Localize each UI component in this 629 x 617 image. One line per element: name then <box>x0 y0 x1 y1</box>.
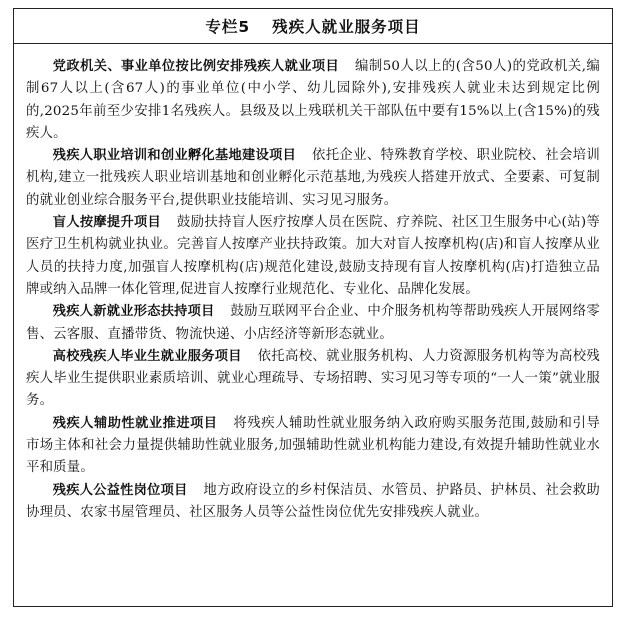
item-body: 编制50人以上的(含50人)的党政机关,编制67人以上(含67人)的事业单位(中小学、幼儿园除外),安排残疾人就业未达到规定比例的,2025年前至少安排1名残疾人。县级及以上残联机关干部队伍中要有15%以上(含15%)的残疾人。 <box>26 59 600 141</box>
feature-box <box>13 8 613 607</box>
item-body: 依托企业、特殊教育学校、职业院校、社会培训机构,建立一批残疾人职业培训基地和创业孵化示范基地,为残疾人搭建开放式、全要素、可复制的就业创业综合服务平台,提供职业技能培训、实习见习服务。 <box>26 148 600 208</box>
item-body: 地方政府设立的乡村保洁员、水管员、护路员、护林员、社会救助协理员、农家书屋管理员、社区服务人员等公益性岗位优先安排残疾人就业。 <box>26 482 600 520</box>
item-paragraph <box>26 56 600 145</box>
item-heading: 高校残疾人毕业生就业服务项目 <box>52 348 242 364</box>
item-paragraph <box>26 301 600 346</box>
item-body: 鼓励扶持盲人医疗按摩人员在医院、疗养院、社区卫生服务中心(站)等医疗卫生机构就业执业。完善盲人按摩产业扶持政策。加大对盲人按摩机构(店)和盲人按摩从业人员的扶持力度,加强盲人按摩机构(店)规范化建设,鼓励支持现有盲人按摩机构(店)打造独立品牌或纳入品牌一体化管理,促进盲人按摩行业规范化、专业化、品牌化发展。 <box>26 215 600 297</box>
item-body: 依托高校、就业服务机构、人力资源服务机构等为高校残疾人毕业生提供职业素质培训、就业心理疏导、专场招聘、实习见习等专项的“一人一策”就业服务。 <box>26 348 600 409</box>
box-title-bar <box>14 9 612 44</box>
box-title: 残疾人就业服务项目 <box>272 18 421 36</box>
item-heading: 残疾人职业培训和创业孵化基地建设项目 <box>52 148 297 164</box>
item-heading: 盲人按摩提升项目 <box>52 215 162 231</box>
box-number: 专栏5 <box>205 18 251 36</box>
item-paragraph <box>26 212 600 301</box>
item-body: 鼓励互联网平台企业、中介服务机构等帮助残疾人开展网络零售、云客服、直播带货、物流快递、小店经济等新形态就业。 <box>26 304 600 342</box>
item-body: 将残疾人辅助性就业服务纳入政府购买服务范围,鼓励和引导市场主体和社会力量提供辅助性就业服务,加强辅助性就业机构能力建设,有效提升辅助性就业水平和质量。 <box>26 415 601 476</box>
item-paragraph <box>26 413 600 480</box>
item-paragraph <box>26 480 600 525</box>
box-content <box>14 44 612 524</box>
item-heading: 残疾人新就业形态扶持项目 <box>52 304 215 320</box>
item-heading: 残疾人辅助性就业推进项目 <box>52 415 218 431</box>
item-paragraph <box>26 346 600 413</box>
item-paragraph <box>26 145 600 212</box>
item-heading: 残疾人公益性岗位项目 <box>52 482 188 498</box>
item-heading: 党政机关、事业单位按比例安排残疾人就业项目 <box>52 59 340 74</box>
